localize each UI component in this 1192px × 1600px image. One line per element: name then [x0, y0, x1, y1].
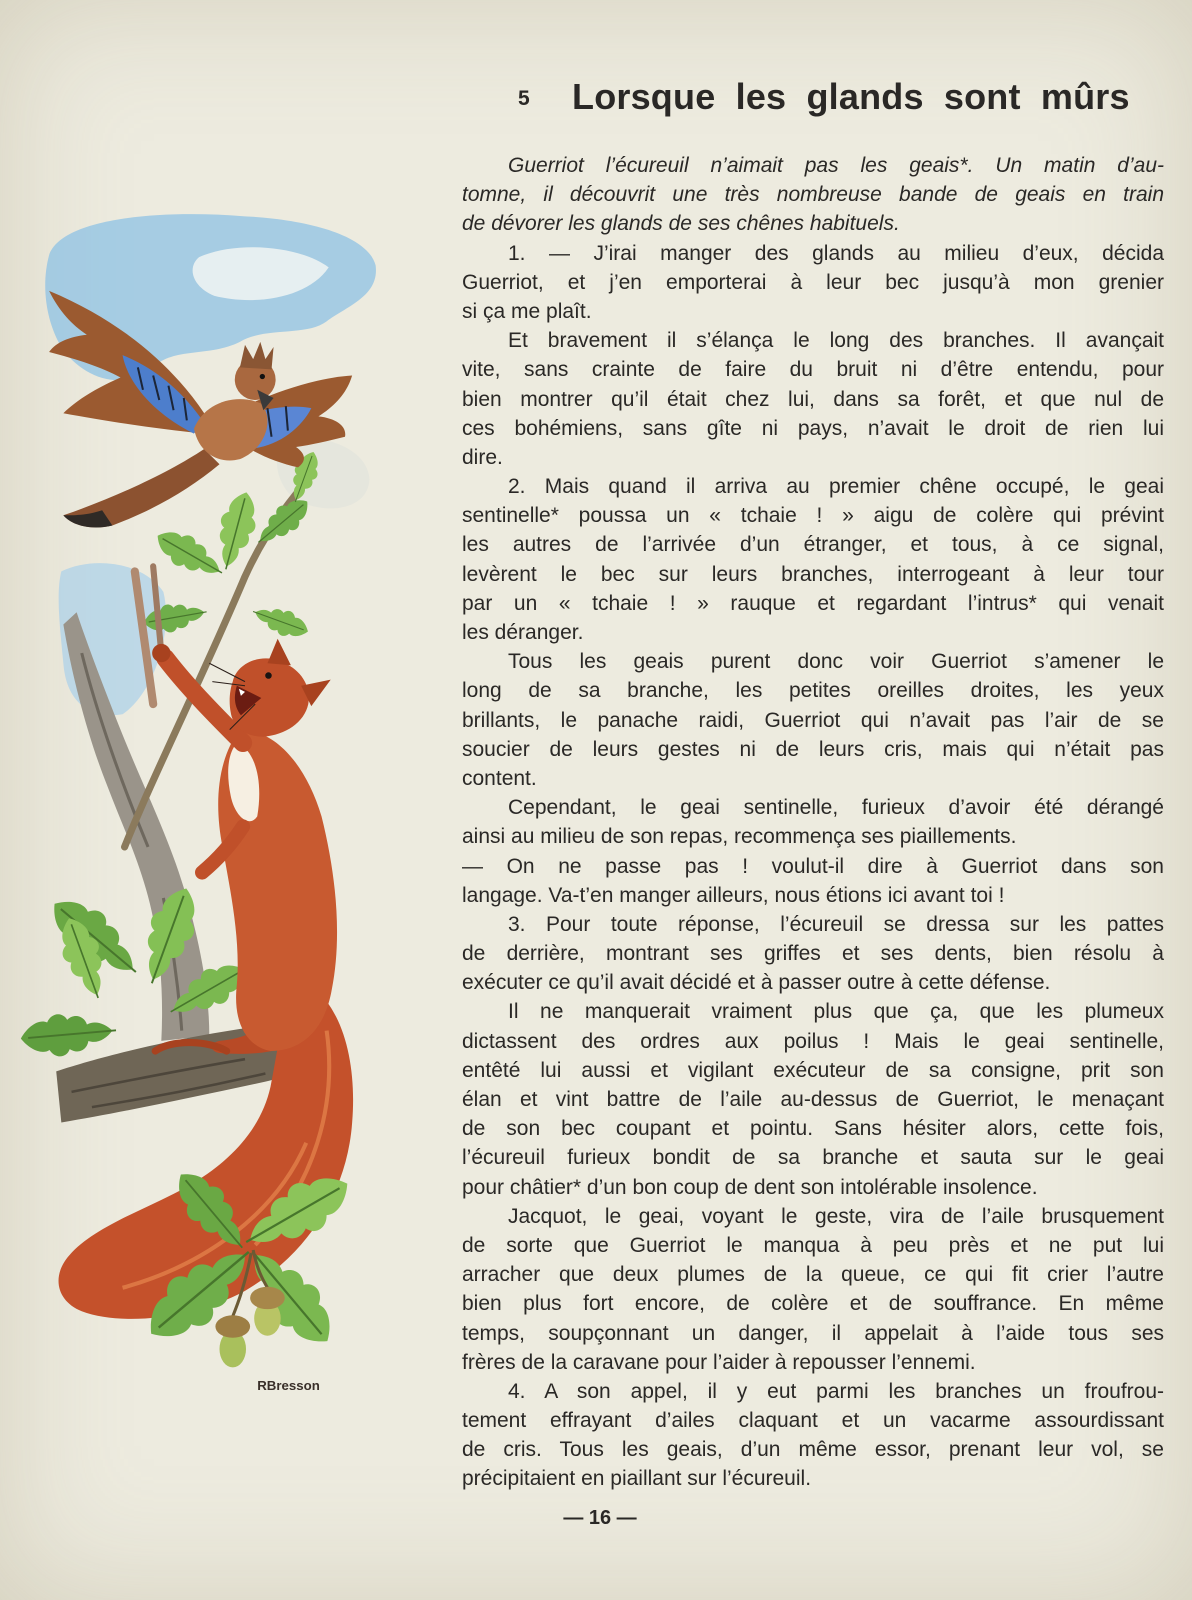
paragraph — [462, 239, 1164, 327]
oak-leaf — [249, 599, 313, 643]
paragraph — [462, 1202, 1164, 1377]
jay-crest — [240, 342, 274, 370]
text-line: par un « tchaie ! » rauque et regardant l’intrus* qui venait — [462, 591, 1164, 615]
page-number: — 16 — — [563, 1507, 637, 1529]
text-line: 2. Mais quand il arriva au premier chêne occupé, le geai — [508, 475, 1164, 499]
text-line: temps, soupçonnant un danger, il appelait à l’aide tous ses — [462, 1321, 1164, 1345]
paragraph — [462, 472, 1164, 647]
text-line: entêté lui aussi et vigilant exécuteur de sa consigne, prit son — [462, 1058, 1164, 1082]
text-line: Et bravement il s’élança le long des branches. Il avançait — [508, 329, 1164, 353]
text-line: long de sa branche, les petites oreilles droites, les yeux — [462, 679, 1164, 703]
text-line: si ça me plaît. — [462, 299, 592, 323]
paragraph — [462, 910, 1164, 998]
text-line: précipitaient en piaillant sur l’écureuil. — [462, 1467, 812, 1491]
text-line: Jacquot, le geai, voyant le geste, vira de l’aile brusquement — [508, 1204, 1164, 1228]
intro-paragraph — [462, 151, 1164, 239]
text-line: tomne, il découvrit une très nombreuse bande de geais en train — [462, 183, 1164, 207]
text-line: exécuter ce qu’il avait décidé et à passer outre à cette défense. — [462, 971, 1051, 995]
text-line: ainsi au milieu de son repas, recommença ses piaillements. — [462, 825, 1017, 849]
text-line: frères de la caravane pour l’aider à repousser l’ennemi. — [462, 1350, 976, 1374]
text-line: l’écureuil furieux bondit de sa branche et sauta sur le geai — [462, 1146, 1164, 1170]
squirrel-eye — [265, 672, 272, 679]
chapter-number: 5 — [518, 87, 530, 110]
jay-eye — [260, 374, 265, 379]
oak-leaf — [149, 521, 230, 587]
squirrel-ear — [267, 639, 290, 666]
illustrator-signature: RBresson — [257, 1377, 320, 1393]
paragraph — [462, 997, 1164, 1201]
text-line: — On ne passe pas ! voulut-il dire à Guerriot dans son — [462, 854, 1164, 878]
text-line: brillants, le panache raidi, Guerriot qui n’avait pas l’air de se — [462, 708, 1164, 732]
paragraph — [462, 1377, 1164, 1494]
paragraph — [462, 793, 1164, 851]
acorn-cup — [250, 1287, 285, 1309]
text-line: 1. — J’irai manger des glands au milieu d’eux, décida — [508, 241, 1164, 265]
squirrel-paw — [152, 644, 170, 662]
text-line: ces bohémiens, sans gîte ni pays, n’avait le droit de rien lui — [462, 416, 1164, 440]
text-line: de derrière, montrant ses griffes et ses dents, bien résolu à — [462, 942, 1164, 966]
text-line: 4. A son appel, il y eut parmi les branches un froufrou- — [508, 1379, 1164, 1403]
text-line: de cris. Tous les geais, d’un même essor, prenant leur vol, se — [462, 1438, 1164, 1462]
acorn-cup — [215, 1315, 250, 1337]
illustration — [0, 0, 440, 1600]
text-line: levèrent le bec sur leurs branches, interrogeant à leur tour — [462, 562, 1164, 586]
text-line: langage. Va-t’en manger ailleurs, nous étions ici avant toi ! — [462, 883, 1005, 907]
text-line: arracher que deux plumes de la queue, ce qui fit crier l’autre — [462, 1263, 1164, 1287]
chapter-title: Lorsque les glands sont mûrs — [572, 76, 1130, 117]
text-line: bien montrer qu’il était chez lui, dans sa forêt, et que nul de — [462, 387, 1164, 411]
text-line: de son bec coupant et pointu. Sans hésiter alors, cette fois, — [462, 1117, 1164, 1141]
text-line: dire. — [462, 445, 503, 469]
text-column — [462, 151, 1164, 1494]
text-line: vite, sans crainte de faire du bruit ni d’être entendu, pour — [462, 358, 1164, 382]
text-line: Guerriot l’écureuil n’aimait pas les geais*. Un matin d’au- — [508, 154, 1164, 177]
text-line: soucier de leurs gestes ni de leurs cris, mais qui n’était pas — [462, 737, 1164, 761]
paragraph — [462, 326, 1164, 472]
text-line: dictassent des ordres aux poilus ! Mais le geai sentinelle, — [462, 1029, 1164, 1053]
text-line: de sorte que Guerriot le manqua à peu près et ne put lui — [462, 1233, 1164, 1257]
paragraph — [462, 647, 1164, 793]
text-line: bien plus fort encore, de colère et de souffrance. En même — [462, 1292, 1164, 1316]
text-line: 3. Pour toute réponse, l’écureuil se dressa sur les pattes — [508, 912, 1164, 936]
text-line: les autres de l’arrivée d’un étranger, et tous, à ce signal, — [462, 533, 1164, 557]
text-line: pour châtier* d’un bon coup de dent son intolérable insolence. — [462, 1175, 1038, 1199]
oak-leaf — [19, 1009, 118, 1059]
text-line: tement effrayant d’ailes claquant et un vacarme assourdissant — [462, 1409, 1164, 1433]
text-line: Il ne manquerait vraiment plus que ça, que les plumeux — [508, 1000, 1164, 1024]
text-line: Tous les geais purent donc voir Guerriot s’amener le — [508, 650, 1164, 674]
text-line: Guerriot, et j’en emporterai à leur bec jusqu’à mon grenier — [462, 270, 1164, 294]
text-line: de dévorer les glands de ses chênes habituels. — [462, 212, 900, 236]
text-line: élan et vint battre de l’aile au-dessus de Guerriot, le menaçant — [462, 1088, 1164, 1111]
text-line: content. — [462, 766, 537, 790]
paragraph — [462, 852, 1164, 910]
text-line: sentinelle* poussa un « tchaie ! » aigu de colère qui prévint — [462, 504, 1164, 528]
text-line: les déranger. — [462, 621, 584, 644]
text-line: Cependant, le geai sentinelle, furieux d’avoir été dérangé — [508, 796, 1164, 820]
